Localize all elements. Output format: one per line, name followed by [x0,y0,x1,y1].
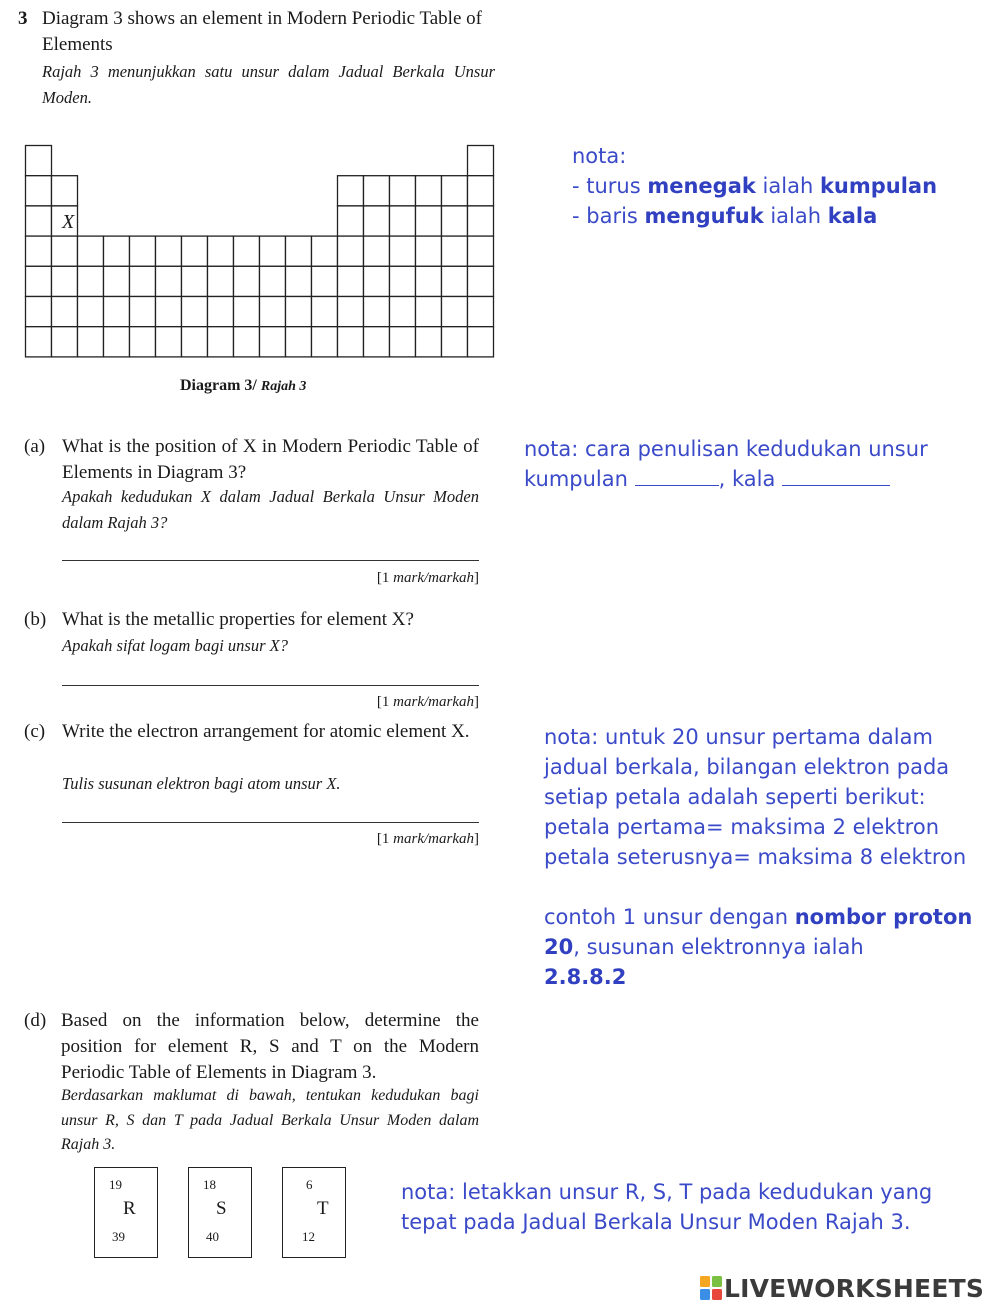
part-b-marks: [1 mark/markah] [376,694,479,710]
periodic-table-cell [442,266,468,296]
element-s-nucleon: 40 [206,1229,219,1244]
periodic-table-cell [364,206,390,236]
periodic-table-cell [208,297,234,327]
periodic-table-cell [442,176,468,206]
part-a-question-en: What is the position of X in Modern Periodic Table of Elements in Diagram 3? [62,436,479,483]
note-top-line-2: - baris mengufuk ialah kala [572,204,878,228]
periodic-table-cell [312,266,338,296]
periodic-table-cell [468,327,494,357]
note-a-line-1: nota: cara penulisan kedudukan unsur [524,437,928,461]
periodic-table-cell [26,236,52,266]
periodic-table-cell [416,206,442,236]
question-number: 3 [18,8,28,29]
part-c-answer-line[interactable] [62,822,479,823]
period-blank[interactable] [782,485,890,486]
note-c-example-2: 20, susunan elektronnya ialah [544,935,864,959]
periodic-table-cell [390,176,416,206]
periodic-table-cell [52,266,78,296]
periodic-table-diagram [20,140,500,362]
note-d [401,1177,932,1237]
part-d-label: (d) [24,1010,47,1031]
periodic-table-cell [26,327,52,357]
periodic-table-cell [26,266,52,296]
periodic-table-cell [442,206,468,236]
note-d-line-2: tepat pada Jadual Berkala Unsur Moden Rajah 3. [401,1210,911,1234]
periodic-table-cell [260,327,286,357]
element-box-t [282,1167,346,1258]
periodic-table-cell [390,206,416,236]
periodic-table-cell [364,327,390,357]
part-b-answer-line[interactable] [62,685,479,686]
part-c-label: (c) [24,721,46,742]
periodic-table-cell [208,236,234,266]
part-a-marks: [1 mark/markah] [376,570,479,586]
group-blank[interactable] [635,485,719,486]
element-t-proton: 6 [306,1177,313,1192]
periodic-table-cell [52,236,78,266]
periodic-table-cell [468,236,494,266]
periodic-table-cell [104,266,130,296]
periodic-table-cell [390,327,416,357]
periodic-table-cell [442,297,468,327]
periodic-table-cell [182,236,208,266]
note-d-line-1: nota: letakkan unsur R, S, T pada kedudukan yang [401,1180,933,1204]
periodic-table-cell [156,236,182,266]
periodic-table-cell [156,266,182,296]
brand-name: LIVEWORKSHEETS [724,1273,985,1303]
note-a-line-2: kumpulan , kala [524,464,928,494]
periodic-table-cell [338,297,364,327]
periodic-table-cell [52,297,78,327]
part-b-label: (b) [24,609,47,630]
periodic-table-cell [468,146,494,176]
periodic-table-cell [286,327,312,357]
periodic-table-cell [234,327,260,357]
part-b-question-ms: Apakah sifat logam bagi unsur X? [62,636,288,655]
periodic-table-cell [416,176,442,206]
note-top-title: nota: [572,144,627,168]
periodic-table-cell [78,327,104,357]
periodic-table-cell [182,327,208,357]
note-c-line-2: jadual berkala, bilangan elektron pada [544,755,950,779]
periodic-table-cell [338,236,364,266]
caption-main: Diagram 3/ [180,377,257,394]
periodic-table-cell [26,206,52,236]
periodic-table-cell [234,266,260,296]
part-a-question-ms: Apakah kedudukan X dalam Jadual Berkala Unsur Moden dalam Rajah 3? [62,487,479,532]
periodic-table-cell [52,327,78,357]
periodic-table-cell [364,266,390,296]
liveworksheets-logo-icon [700,1276,722,1300]
periodic-table-cell [416,297,442,327]
element-box-r [94,1167,158,1258]
periodic-table-cell [338,327,364,357]
periodic-table-cell [442,327,468,357]
note-top-line-1: - turus menegak ialah kumpulan [572,174,938,198]
periodic-table-cell [468,297,494,327]
periodic-table-cell [78,297,104,327]
caption-italic: Rajah 3 [260,379,307,394]
element-r-proton: 19 [109,1177,122,1192]
periodic-table-cell [130,297,156,327]
note-c-line-5: petala seterusnya= maksima 8 elektron [544,845,967,869]
part-d-question-en: Based on the information below, determine the position for element R, S and T on the Modern Periodic Table of Elements in Diagram 3. [61,1010,479,1083]
part-c-marks: [1 mark/markah] [376,831,479,847]
note-c-line-4: petala pertama= maksima 2 elektron [544,815,940,839]
periodic-table-cell [234,236,260,266]
periodic-table-cell [26,146,52,176]
periodic-table-cell [416,327,442,357]
periodic-table-cell [338,206,364,236]
periodic-table-cell [364,236,390,266]
element-t-symbol: T [317,1198,329,1219]
periodic-table-cell [260,266,286,296]
periodic-table-cell [468,176,494,206]
periodic-table-cell [104,297,130,327]
periodic-table-cell [104,327,130,357]
periodic-table-cell [416,266,442,296]
periodic-table-cell [260,236,286,266]
periodic-table-cell [26,176,52,206]
periodic-table-cell [286,297,312,327]
element-r-symbol: R [123,1198,136,1219]
element-box-s [188,1167,252,1258]
periodic-table-cell [468,206,494,236]
diagram-caption [180,377,306,395]
liveworksheets-brand[interactable] [700,1274,984,1302]
periodic-table-cell [416,236,442,266]
periodic-table-cell [312,236,338,266]
periodic-table-cell [208,266,234,296]
periodic-table-cell [130,236,156,266]
question-intro-en: Diagram 3 shows an element in Modern Periodic Table of Elements [42,8,482,55]
periodic-table-cell [286,236,312,266]
periodic-table-cell [26,297,52,327]
periodic-table-cell [156,327,182,357]
part-a-label: (a) [24,436,46,457]
note-c-example-3: 2.8.8.2 [544,965,627,989]
note-c-line-1: nota: untuk 20 unsur pertama dalam [544,725,933,749]
periodic-table-cell [130,266,156,296]
part-c-question-en: Write the electron arrangement for atomic element X. [62,721,470,742]
periodic-table-cell [78,236,104,266]
periodic-table-cell [364,176,390,206]
periodic-table-cell [182,266,208,296]
periodic-table-cell [130,327,156,357]
part-d-question-ms: Berdasarkan maklumat di bawah, tentukan kedudukan bagi unsur R, S dan T pada Jadual Berkala Unsur Moden dalam Rajah 3. [61,1087,479,1153]
part-b-question-en: What is the metallic properties for element X? [62,609,414,630]
periodic-table-cell [468,266,494,296]
periodic-table-cell [442,236,468,266]
note-c [544,722,972,992]
note-c-example-1: contoh 1 unsur dengan nombor proton [544,905,973,929]
question-intro-ms: Rajah 3 menunjukkan satu unsur dalam Jadual Berkala Unsur Moden. [42,62,495,107]
element-r-nucleon: 39 [112,1229,125,1244]
periodic-table-cell [312,327,338,357]
element-s-symbol: S [216,1198,227,1219]
periodic-table-cell [338,266,364,296]
periodic-table-cell [364,297,390,327]
periodic-table-cell [260,297,286,327]
periodic-table-cell [182,297,208,327]
periodic-table-cell [208,327,234,357]
note-top [572,141,937,231]
note-a [524,434,928,494]
element-x-label: X [62,211,75,233]
periodic-table-cell [338,176,364,206]
periodic-table-cell [52,176,78,206]
periodic-table-cell [234,297,260,327]
periodic-table-cell [312,297,338,327]
periodic-table-cell [156,297,182,327]
element-t-nucleon: 12 [302,1229,315,1244]
part-a-answer-line[interactable] [62,560,479,561]
periodic-table-cell [390,266,416,296]
element-s-proton: 18 [203,1177,216,1192]
periodic-table-cell [390,236,416,266]
periodic-table-cell [390,297,416,327]
periodic-table-cell [104,236,130,266]
periodic-table-cell [78,266,104,296]
note-c-line-3: setiap petala adalah seperti berikut: [544,785,926,809]
periodic-table-cell [286,266,312,296]
part-c-question-ms: Tulis susunan elektron bagi atom unsur X. [62,774,341,793]
